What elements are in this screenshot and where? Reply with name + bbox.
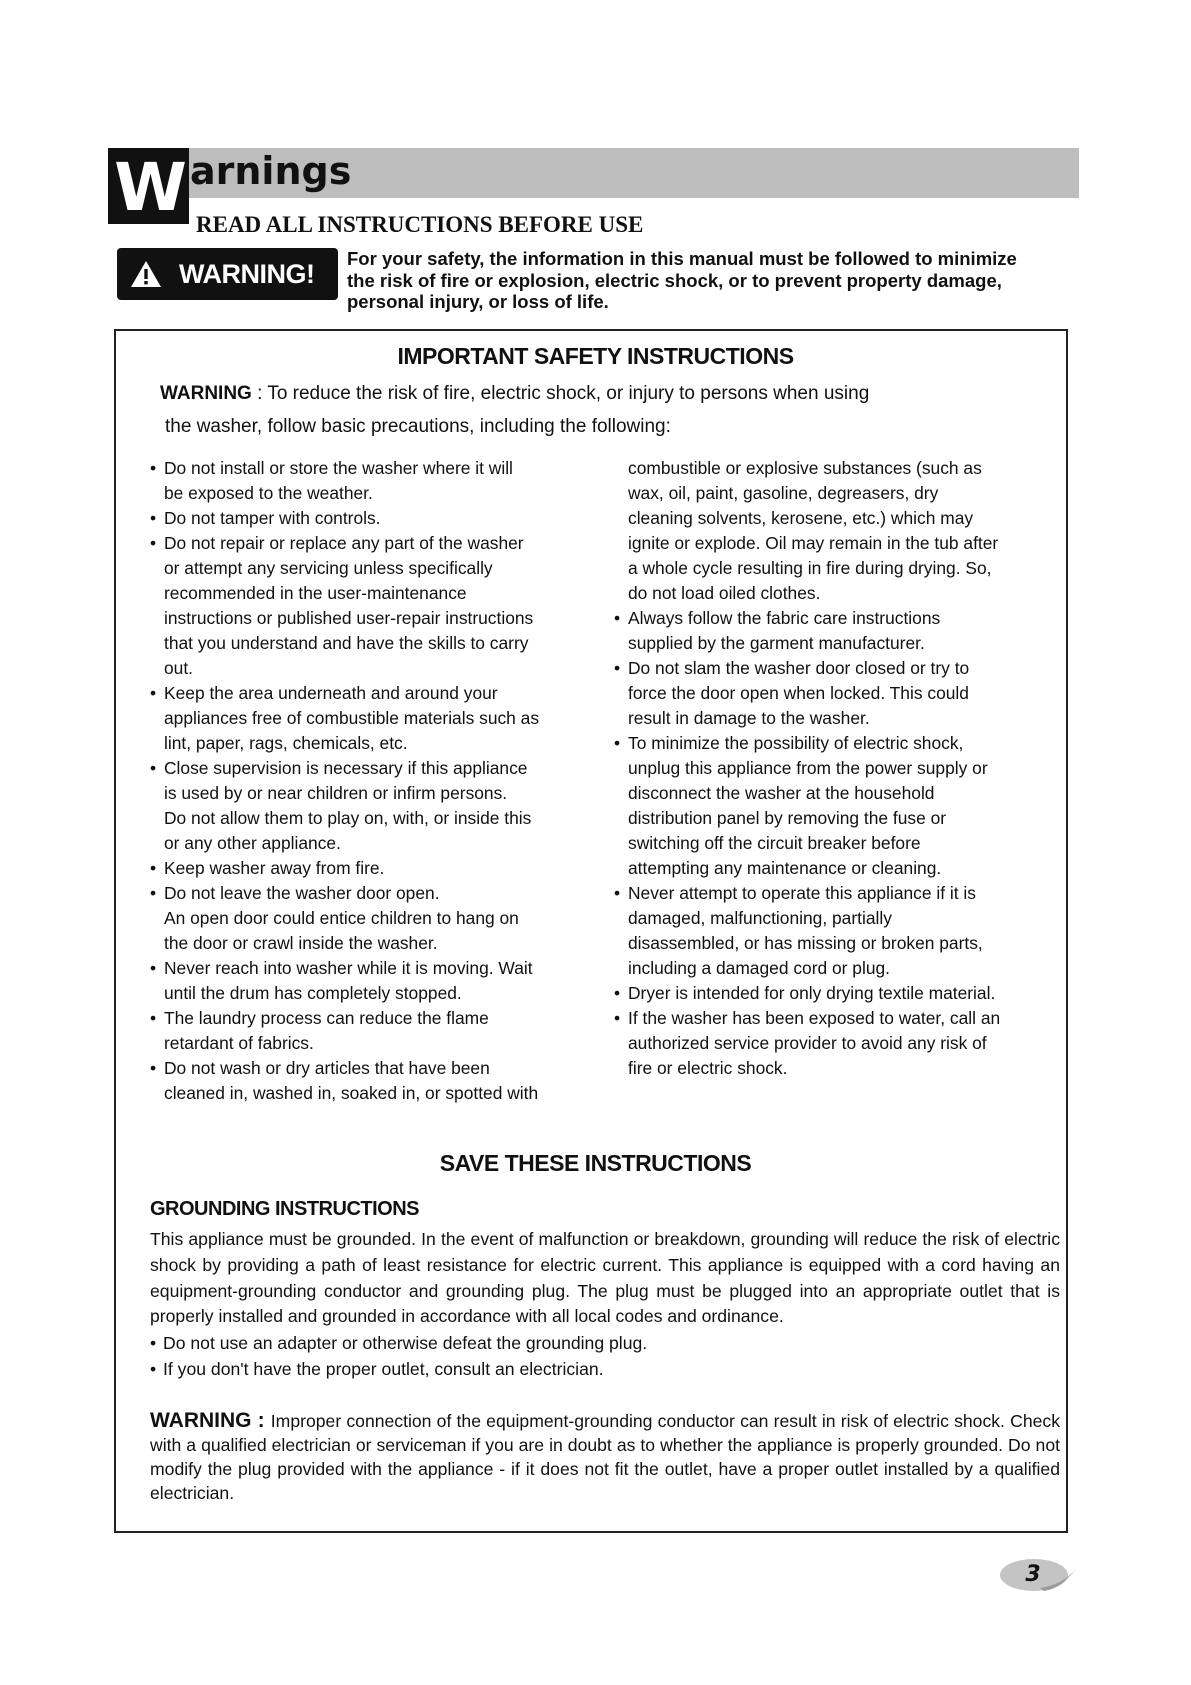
list-item-continuation [614, 1056, 1059, 1081]
list-item-continuation [614, 506, 1059, 531]
list-item-text: wax, oil, paint, gasoline, degreasers, dry [628, 483, 939, 503]
list-item-continuation [150, 806, 595, 831]
list-item-text: ignite or explode. Oil may remain in the tub after [628, 533, 999, 553]
list-item-continuation [614, 906, 1059, 931]
list-item [614, 981, 1059, 1006]
bullet-icon: • [150, 1008, 157, 1028]
bullet-icon: • [614, 658, 621, 678]
list-item [614, 1006, 1059, 1031]
list-item-continuation [150, 831, 595, 856]
list-item-text: To minimize the possibility of electric shock, [628, 733, 964, 753]
list-item-text: including a damaged cord or plug. [628, 958, 890, 978]
grounding-warning-label: WARNING [150, 1409, 252, 1432]
list-item-text: Keep the area underneath and around your [164, 683, 498, 703]
warning-badge-label: WARNING! [179, 259, 315, 289]
list-item-continuation [150, 631, 595, 656]
list-item-text: cleaning solvents, kerosene, etc.) which may [628, 508, 974, 528]
list-item-text: do not load oiled clothes. [628, 583, 821, 603]
list-item-continuation [150, 581, 595, 606]
list-item-text: Do not allow them to play on, with, or inside this [164, 808, 532, 828]
bullet-icon: • [150, 458, 157, 478]
list-item-text: until the drum has completely stopped. [164, 983, 462, 1003]
warning-badge [117, 248, 338, 300]
list-item-text: Always follow the fabric care instructions [628, 608, 941, 628]
bullet-icon: • [614, 883, 621, 903]
bullet-icon: • [150, 683, 157, 703]
list-item-continuation [150, 481, 595, 506]
list-item-text: Do not repair or replace any part of the washer [164, 533, 524, 553]
list-item-text: cleaned in, washed in, soaked in, or spotted with [164, 1083, 539, 1103]
list-item-text: The laundry process can reduce the flame [164, 1008, 489, 1028]
list-item-continuation [150, 931, 595, 956]
list-item-text: An open door could entice children to hang on [164, 908, 519, 928]
list-item [150, 456, 595, 481]
list-item [150, 1056, 595, 1081]
grounding-warning [150, 1409, 1060, 1505]
list-item-continuation [614, 806, 1059, 831]
list-item [150, 756, 595, 781]
list-item [614, 656, 1059, 681]
bullet-icon: • [614, 733, 621, 753]
list-item-continuation [614, 956, 1059, 981]
list-item-text: Do not tamper with controls. [164, 508, 381, 528]
bullet-icon: • [150, 1058, 157, 1078]
save-instructions-heading: SAVE THESE INSTRUCTIONS [439, 1150, 752, 1176]
list-item-continuation [150, 781, 595, 806]
list-item-text: authorized service provider to avoid any risk of [628, 1033, 987, 1053]
list-item-text: retardant of fabrics. [164, 1033, 314, 1053]
list-item-text: Close supervision is necessary if this appliance [164, 758, 528, 778]
warning-intro [347, 248, 1077, 313]
list-item-continuation [150, 906, 595, 931]
list-item-text: fire or electric shock. [628, 1058, 788, 1078]
list-item-text: distribution panel by removing the fuse or [628, 808, 947, 828]
list-item-continuation [150, 606, 595, 631]
list-item-text: Do not leave the washer door open. [164, 883, 440, 903]
bullet-icon: • [614, 1008, 621, 1028]
list-item-continuation [150, 706, 595, 731]
list-item [150, 681, 595, 706]
list-item-text: be exposed to the weather. [164, 483, 373, 503]
list-item-text: Keep washer away from fire. [164, 858, 385, 878]
list-item [150, 531, 595, 556]
safety-lead-label: WARNING [160, 383, 252, 404]
grounding-warning-text: Improper connection of the equipment-grounding conductor can result in risk of electric shock. Check with a qualified electrician or serviceman if you are in doubt as to whether the appliance is properly grounded. Do not modify the plug provided with the appliance - if it does not fit the outlet, have a proper outlet installed by a qualified electrician. [150, 1411, 1060, 1503]
list-item [150, 956, 595, 981]
list-item-continuation [150, 981, 595, 1006]
page-title: arnings [190, 149, 352, 193]
list-item-text: or attempt any servicing unless specifically [164, 558, 493, 578]
list-item [150, 856, 595, 881]
warning-intro-line: personal injury, or loss of life. [347, 291, 609, 312]
list-item-text: the door or crawl inside the washer. [164, 933, 438, 953]
warning-intro-line: For your safety, the information in this manual must be followed to minimize [347, 248, 1017, 269]
bullet-icon: • [150, 508, 157, 528]
page-subtitle: READ ALL INSTRUCTIONS BEFORE USE [196, 212, 644, 237]
list-item-text: result in damage to the washer. [628, 708, 870, 728]
grounding-bullet-text: If you don't have the proper outlet, consult an electrician. [163, 1359, 604, 1379]
list-item-continuation [614, 756, 1059, 781]
list-item-text: switching off the circuit breaker before [628, 833, 921, 853]
list-item-text: or any other appliance. [164, 833, 341, 853]
bullet-icon: • [614, 983, 621, 1003]
list-item-text: is used by or near children or infirm persons. [164, 783, 508, 803]
list-item-continuation [614, 456, 1059, 481]
bullet-icon: • [150, 858, 157, 878]
list-item-text: a whole cycle resulting in fire during drying. So, [628, 558, 992, 578]
bullet-icon: • [150, 883, 157, 903]
list-item [150, 881, 595, 906]
safety-list-right [614, 456, 1059, 1081]
list-item-text: unplug this appliance from the power supply or [628, 758, 988, 778]
warning-triangle-icon [129, 259, 163, 289]
list-item-text: recommended in the user-maintenance [164, 583, 467, 603]
list-item-continuation [614, 556, 1059, 581]
list-item-text: Never attempt to operate this appliance if it is [628, 883, 976, 903]
list-item [614, 606, 1059, 631]
list-item-text: force the door open when locked. This could [628, 683, 969, 703]
list-item-continuation [614, 706, 1059, 731]
page-number: 3 [1025, 1562, 1041, 1587]
grounding-warning-separator: : [251, 1409, 271, 1432]
list-item [614, 881, 1059, 906]
grounding-bullet-text: Do not use an adapter or otherwise defeat the grounding plug. [163, 1333, 648, 1353]
list-item-text: Do not wash or dry articles that have been [164, 1058, 490, 1078]
list-item [614, 731, 1059, 756]
list-item-text: out. [164, 658, 194, 678]
list-item-text: supplied by the garment manufacturer. [628, 633, 925, 653]
list-item [150, 1330, 1050, 1356]
list-item [150, 506, 595, 531]
list-item-text: disassembled, or has missing or broken parts, [628, 933, 983, 953]
list-item-text: instructions or published user-repair instructions [164, 608, 534, 628]
grounding-paragraph: This appliance must be grounded. In the event of malfunction or breakdown, grounding will reduce the risk of electric shock by providing a path of least resistance for electric current. This appliance is equipped with a cord having an equipment-grounding conductor and grounding plug. The plug must be plugged into an appropriate outlet that is properly installed and grounded in accordance with all local codes and ordinance. [150, 1229, 1060, 1327]
bullet-icon: • [150, 958, 157, 978]
list-item-text: Do not slam the washer door closed or try to [628, 658, 970, 678]
list-item-text: disconnect the washer at the household [628, 783, 935, 803]
list-item-continuation [614, 1031, 1059, 1056]
list-item [150, 1356, 1050, 1382]
list-item-continuation [614, 856, 1059, 881]
list-item-continuation [150, 1081, 595, 1106]
list-item-text: combustible or explosive substances (such as [628, 458, 982, 478]
list-item-continuation [614, 781, 1059, 806]
list-item-continuation [150, 656, 595, 681]
list-item-continuation [614, 531, 1059, 556]
bullet-icon: • [150, 533, 157, 553]
bullet-icon: • [150, 1333, 157, 1353]
list-item-text: damaged, malfunctioning, partially [628, 908, 892, 928]
list-item-continuation [150, 556, 595, 581]
safety-list-left [150, 456, 595, 1106]
grounding-title: GROUNDING INSTRUCTIONS [150, 1198, 419, 1220]
list-item-text: Do not install or store the washer where it will [164, 458, 513, 478]
bullet-icon: • [150, 1359, 157, 1379]
list-item-text: If the washer has been exposed to water, call an [628, 1008, 1001, 1028]
safety-lead-text: : To reduce the risk of fire, electric shock, or injury to persons when using [251, 383, 870, 404]
title-initial-letter: W [108, 148, 189, 224]
grounding-bullets [150, 1330, 1050, 1382]
list-item-continuation [614, 581, 1059, 606]
list-item-text: Never reach into washer while it is moving. Wait [164, 958, 533, 978]
list-item-continuation [614, 631, 1059, 656]
bullet-icon: • [150, 758, 157, 778]
warning-intro-line: the risk of fire or explosion, electric shock, or to prevent property damage, [347, 269, 1002, 291]
list-item [150, 1006, 595, 1031]
list-item-text: attempting any maintenance or cleaning. [628, 858, 942, 878]
list-item-text: Dryer is intended for only drying textile material. [628, 983, 996, 1003]
page-number-badge [994, 1555, 1078, 1595]
bullet-icon: • [614, 608, 621, 628]
safety-lead-line [160, 382, 869, 406]
list-item-continuation [614, 481, 1059, 506]
list-item-text: that you understand and have the skills to carry [164, 633, 529, 653]
list-item-text: lint, paper, rags, chemicals, etc. [164, 733, 408, 753]
list-item-continuation [614, 831, 1059, 856]
list-item-continuation [150, 731, 595, 756]
list-item-text: appliances free of combustible materials such as [164, 708, 540, 728]
safety-heading: IMPORTANT SAFETY INSTRUCTIONS [397, 343, 794, 369]
list-item-continuation [150, 1031, 595, 1056]
list-item-continuation [614, 931, 1059, 956]
list-item-continuation [614, 681, 1059, 706]
safety-lead-line: the washer, follow basic precautions, including the following: [165, 416, 671, 437]
